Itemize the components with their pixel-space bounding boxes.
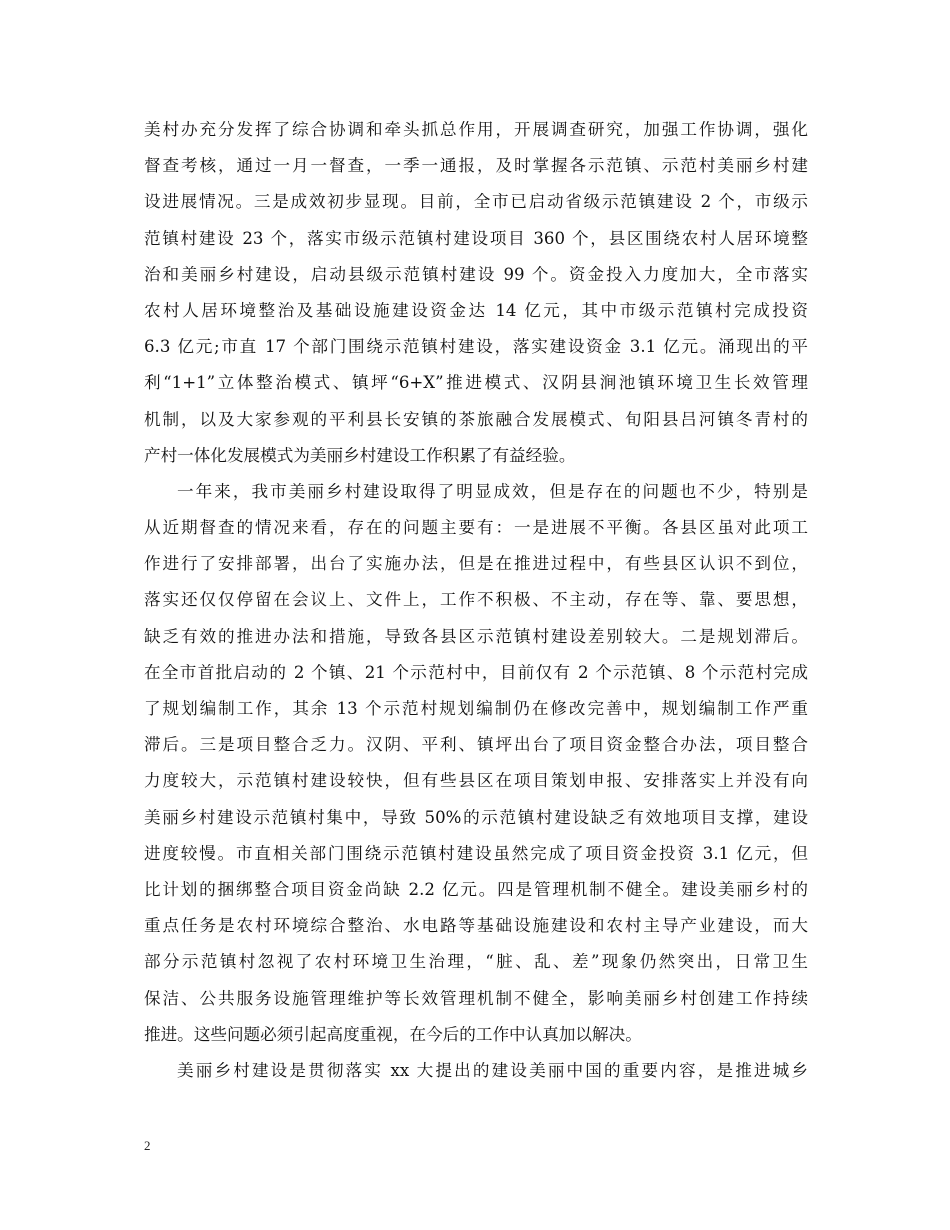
- text-line: 保洁、公共服务设施管理维护等长效管理机制不健全，影响美丽乡村创建工作持续: [144, 988, 808, 1008]
- paragraph-3: [144, 1053, 808, 1089]
- text-line: 推进。这些问题必须引起高度重视，在今后的工作中认真加以解决。: [144, 1024, 642, 1044]
- text-line: 美丽乡村建设是贯彻落实 xx 大提出的建设美丽中国的重要内容，是推进城乡: [177, 1060, 808, 1080]
- paragraph-1: [144, 112, 808, 474]
- text-line: 进度较慢。市直相关部门围绕示范镇村建设虽然完成了项目资金投资 3.1 亿元，但: [144, 843, 808, 863]
- text-line: 缺乏有效的推进办法和措施，导致各县区示范镇村建设差别较大。二是规划滞后。: [144, 626, 808, 646]
- text-line: 落实还仅仅停留在会议上、文件上，工作不积极、不主动，存在等、靠、要思想，: [144, 590, 808, 610]
- text-line: 一年来，我市美丽乡村建设取得了明显成效，但是存在的问题也不少，特别是: [177, 481, 808, 501]
- text-line: 作进行了安排部署，出台了实施办法，但是在推进过程中，有些县区认识不到位，: [144, 554, 808, 574]
- text-line: 重点任务是农村环境综合整治、水电路等基础设施建设和农村主导产业建设，而大: [144, 916, 808, 936]
- text-line: 利“1+1”立体整治模式、镇坪“6+X”推进模式、汉阴县涧池镇环境卫生长效管理: [144, 373, 808, 393]
- text-line: 治和美丽乡村建设，启动县级示范镇村建设 99 个。资金投入力度加大，全市落实: [144, 264, 808, 284]
- text-line: 滞后。三是项目整合乏力。汉阴、平利、镇坪出台了项目资金整合办法，项目整合: [144, 735, 808, 755]
- page-number: 2: [144, 1138, 151, 1153]
- text-line: 从近期督查的情况来看，存在的问题主要有：一是进展不平衡。各县区虽对此项工: [144, 518, 808, 538]
- text-line: 农村人居环境整治及基础设施建设资金达 14 亿元，其中市级示范镇村完成投资: [144, 300, 808, 320]
- text-line: 美村办充分发挥了综合协调和牵头抓总作用，开展调查研究，加强工作协调，强化: [144, 120, 808, 139]
- text-line: 6.3 亿元;市直 17 个部门围绕示范镇村建设，落实建设资金 3.1 亿元。涌现出的平: [144, 337, 808, 357]
- text-line: 产村一体化发展模式为美丽乡村建设工作积累了有益经验。: [144, 445, 576, 465]
- text-line: 设进展情况。三是成效初步显现。目前，全市已启动省级示范镇建设 2 个，市级示: [144, 192, 808, 212]
- text-line: 了规划编制工作，其余 13 个示范村规划编制仍在修改完善中，规划编制工作严重: [144, 699, 808, 718]
- text-line: 范镇村建设 23 个，落实市级示范镇村建设项目 360 个，县区围绕农村人居环境整: [144, 228, 808, 248]
- text-line: 机制，以及大家参观的平利县长安镇的茶旅融合发展模式、旬阳县吕河镇冬青村的: [144, 409, 808, 429]
- text-line: 督查考核，通过一月一督查，一季一通报，及时掌握各示范镇、示范村美丽乡村建: [144, 156, 808, 176]
- text-line: 部分示范镇村忽视了农村环境卫生治理，“脏、乱、差”现象仍然突出，日常卫生: [144, 952, 808, 972]
- text-line: 美丽乡村建设示范镇村集中，导致 50%的示范镇村建设缺乏有效地项目支撑，建设: [144, 807, 808, 827]
- text-line: 在全市首批启动的 2 个镇、21 个示范村中，目前仅有 2 个示范镇、8 个示范村完成: [144, 662, 808, 682]
- text-line: 比计划的捆绑整合项目资金尚缺 2.2 亿元。四是管理机制不健全。建设美丽乡村的: [144, 879, 808, 899]
- text-line: 力度较大，示范镇村建设较快，但有些县区在项目策划申报、安排落实上并没有向: [144, 771, 808, 791]
- paragraph-2: [144, 474, 808, 1053]
- document-body: [144, 112, 808, 1089]
